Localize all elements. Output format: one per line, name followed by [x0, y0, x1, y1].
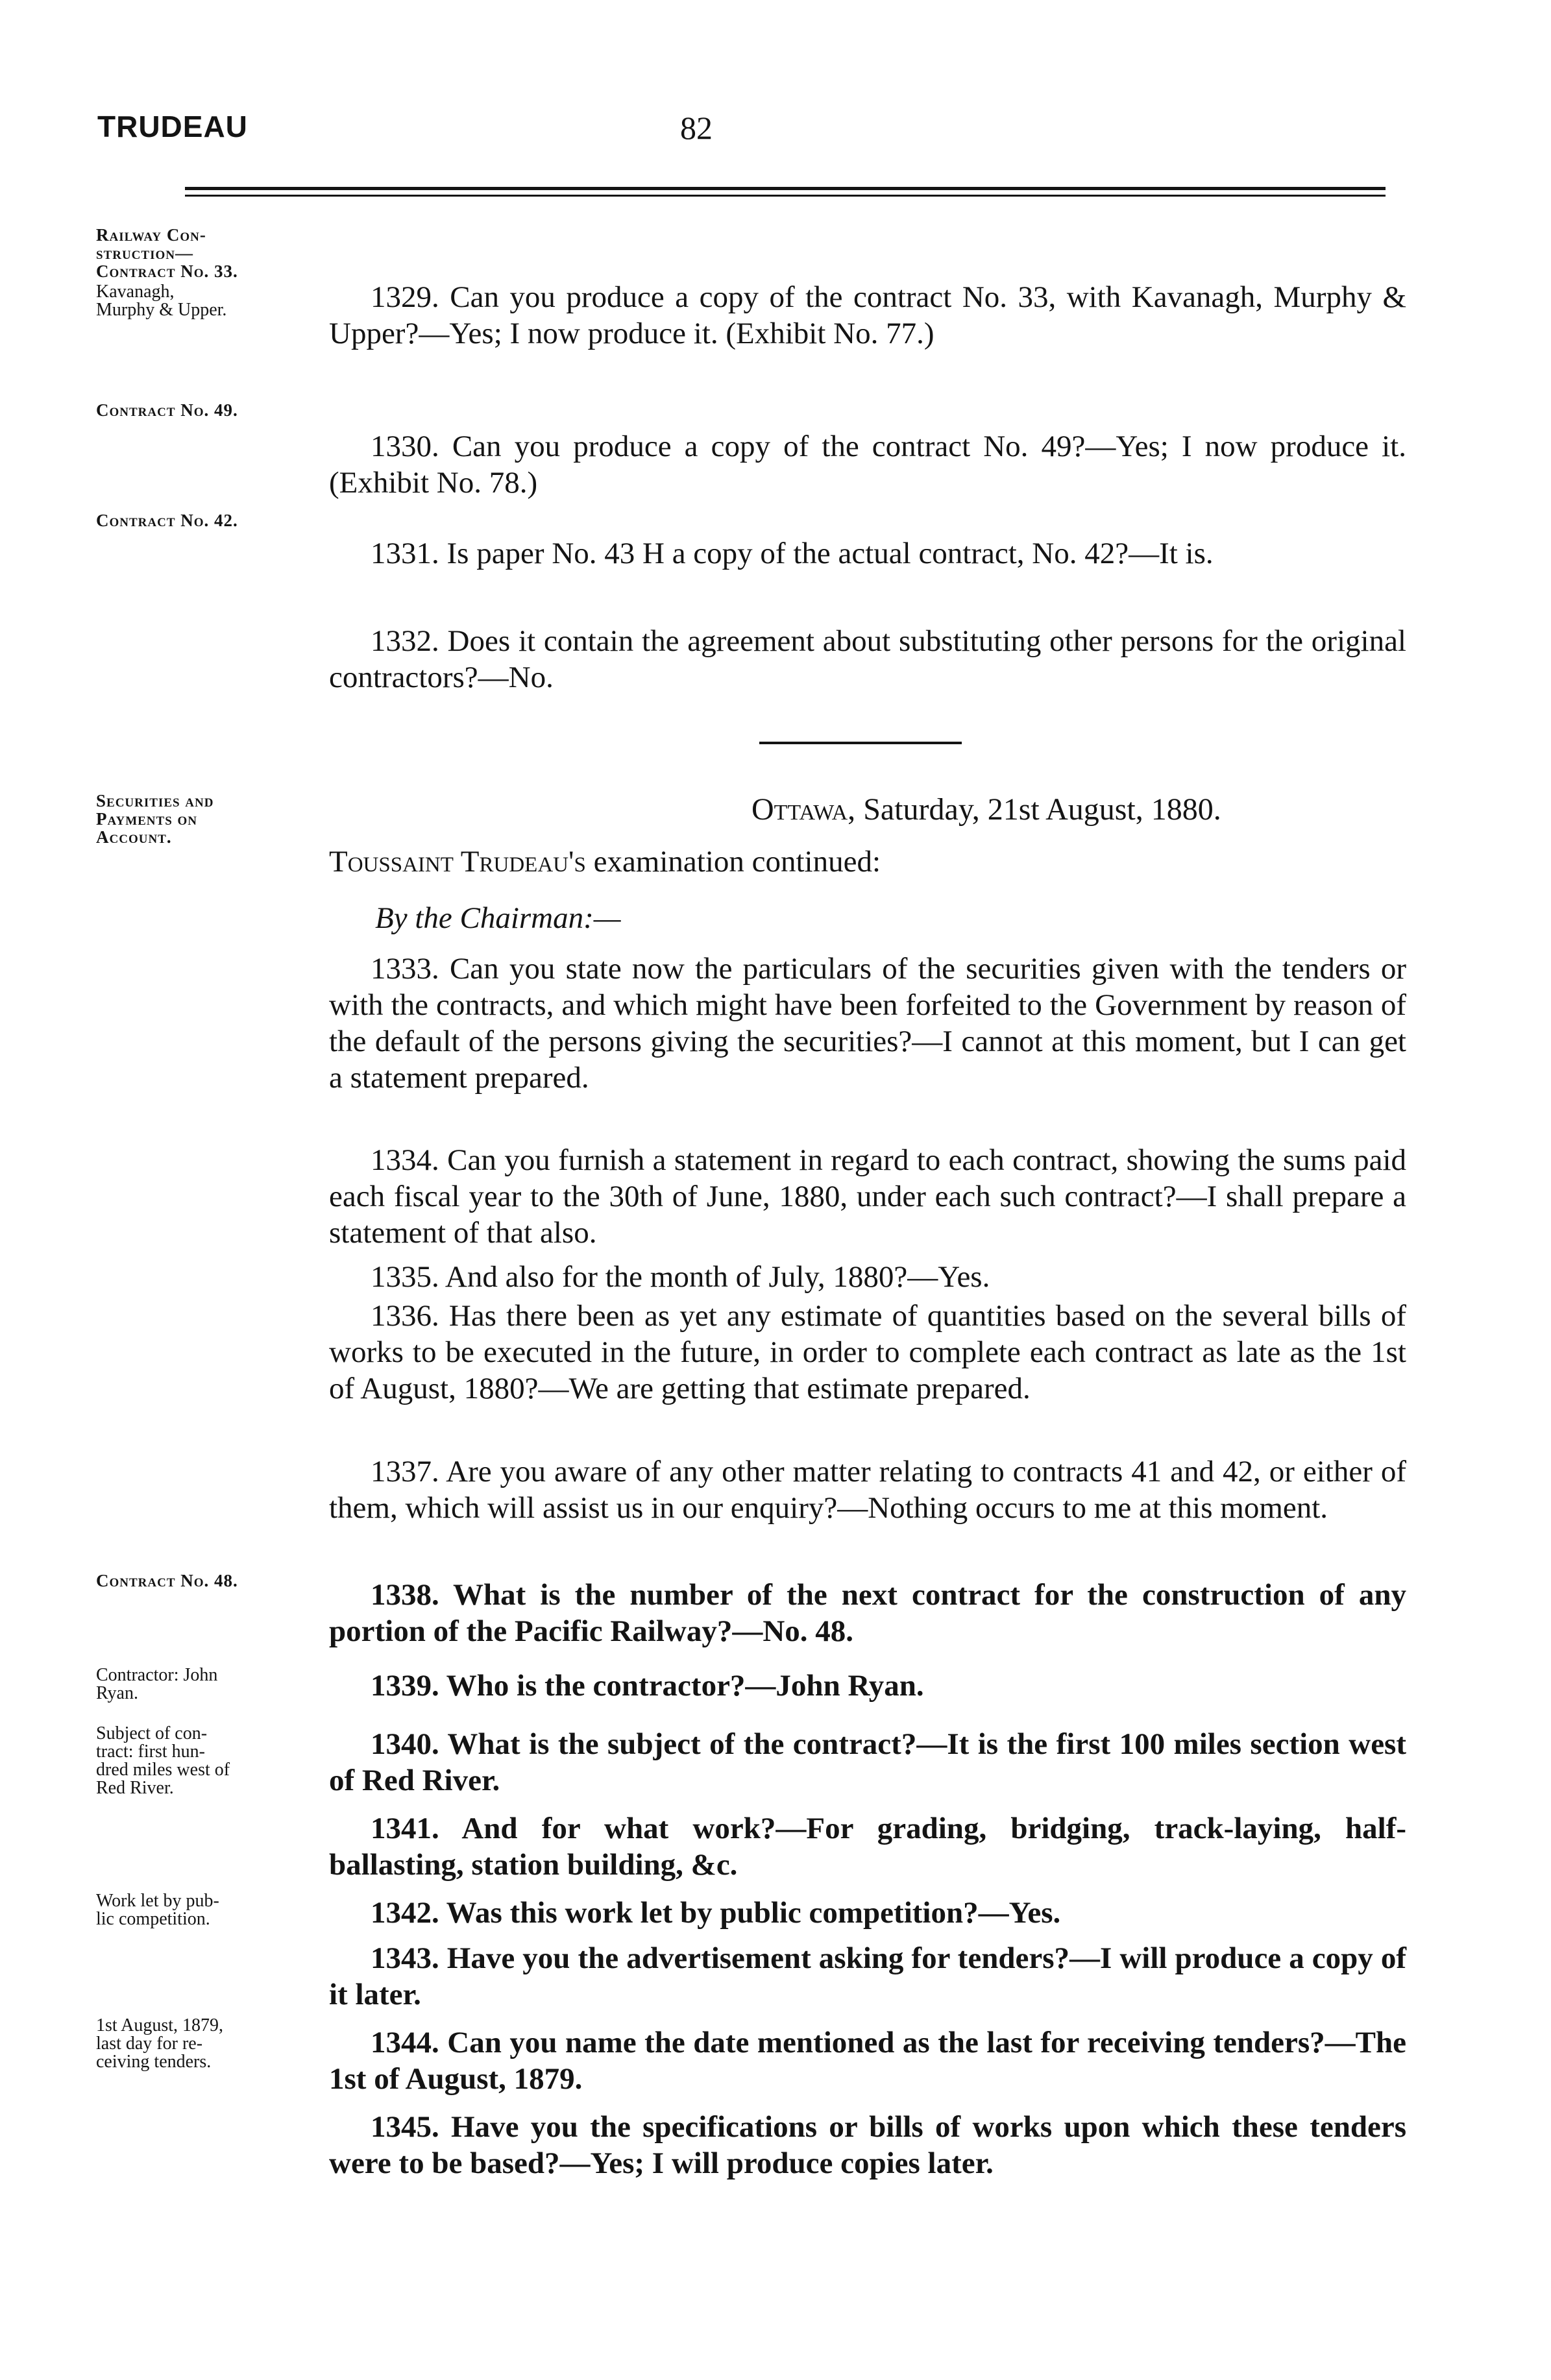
margin-note-contract-49: Contract No. 49.: [96, 400, 238, 420]
question-1339: 1339. Who is the contractor?—John Ryan.: [371, 1669, 924, 1703]
examination-heading: [329, 844, 1406, 880]
question-1337: 1337. Are you aware of any other matter relating to contracts 41 and 42, or either of them, which will assist us in our enquiry?—Nothing occurs to me at this moment.: [329, 1455, 1406, 1525]
margin-note-securities: Securities and Payments on Account.: [96, 791, 214, 847]
question-1342: 1342. Was this work let by public competition?—Yes.: [371, 1896, 1061, 1930]
examination-rest: examination continued:: [593, 845, 881, 879]
question-1331: 1331. Is paper No. 43 H a copy of the actual contract, No. 42?—It is.: [371, 537, 1214, 570]
dateline-date: Saturday, 21st August, 1880.: [863, 792, 1221, 827]
chairman-heading: By the Chairman:—: [375, 901, 621, 935]
question-1343: 1343. Have you the advertisement asking for tenders?—I will produce a copy of it later.: [329, 1941, 1406, 2011]
section-divider: [759, 742, 962, 744]
question-1333: 1333. Can you state now the particulars of the securities given with the tenders or with the contracts, and which might have been forfeited to the Government by reason of the default of the persons giving the securities?—I cannot at this moment, but I can get a statement prepared.: [329, 952, 1406, 1095]
margin-note-contract-42: Contract No. 42.: [96, 511, 238, 530]
question-1335: 1335. And also for the month of July, 1880?—Yes.: [371, 1260, 990, 1294]
question-1345: 1345. Have you the specifications or bills of works upon which these tenders were to be based?—Yes; I will produce copies later.: [329, 2110, 1406, 2180]
question-1329: 1329. Can you produce a copy of the contract No. 33, with Kavanagh, Murphy & Upper?—Yes; I now produce it. (Exhibit No. 77.): [329, 280, 1406, 350]
margin-note-railway-construction: Railway Con- struction— Contract No. 33.: [96, 225, 238, 281]
question-1338: 1338. What is the number of the next contract for the construction of any portion of the Pacific Railway?—No. 48.: [329, 1578, 1406, 1648]
margin-note-kavanagh: Kavanagh, Murphy & Upper.: [96, 282, 227, 320]
margin-note-contract-48: Contract No. 48.: [96, 1571, 238, 1590]
page-number: 82: [680, 110, 713, 146]
question-1344: 1344. Can you name the date mentioned as the last for receiving tenders?—The 1st of August, 1879.: [329, 2026, 1406, 2096]
margin-note-subject: Subject of con- tract: first hun- dred miles west of Red River.: [96, 1723, 230, 1798]
margin-note-last-day: 1st August, 1879, last day for re- ceiving tenders.: [96, 2015, 224, 2072]
margin-note-contractor: Contractor: John Ryan.: [96, 1665, 218, 1703]
question-1334: 1334. Can you furnish a statement in regard to each contract, showing the sums paid each fiscal year to the 30th of June, 1880, under each such contract?—I shall prepare a statement of that also.: [329, 1143, 1406, 1250]
dateline-place: Ottawa,: [751, 792, 856, 827]
question-1340: 1340. What is the subject of the contract?—It is the first 100 miles section west of Red River.: [329, 1727, 1406, 1797]
witness-name: Toussaint Trudeau's: [329, 845, 586, 879]
margin-note-public-competition: Work let by pub- lic competition.: [96, 1891, 219, 1929]
question-1332: 1332. Does it contain the agreement about substituting other persons for the original contractors?—No.: [329, 624, 1406, 694]
running-head: TRUDEAU: [97, 110, 248, 143]
question-1341: 1341. And for what work?—For grading, bridging, track-laying, half-ballasting, station building, &c.: [329, 1812, 1406, 1882]
dateline: [751, 792, 1221, 828]
question-1330: 1330. Can you produce a copy of the contract No. 49?—Yes; I now produce it. (Exhibit No. 78.): [329, 430, 1406, 500]
header-rule-thin: [185, 195, 1386, 197]
header-rule: [185, 187, 1386, 190]
question-1336: 1336. Has there been as yet any estimate of quantities based on the several bills of works to be executed in the future, in order to complete each contract as late as the 1st of August, 1880?—We are getting that estimate prepared.: [329, 1299, 1406, 1405]
